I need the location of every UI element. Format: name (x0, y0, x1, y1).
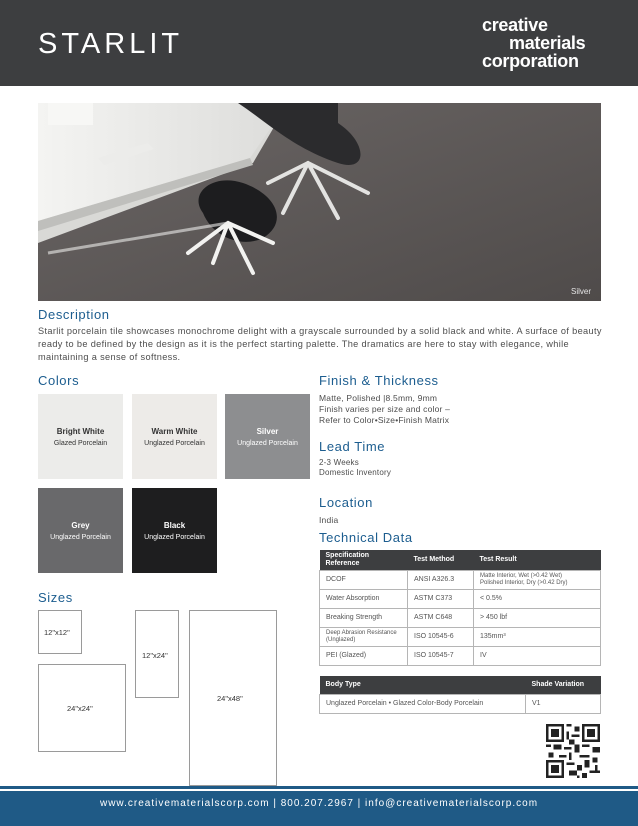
color-swatch-black (132, 488, 217, 573)
description-text: Starlit porcelain tile showcases monochrome delight with a grayscale surrounded by a solid black and white. A surface of beauty ready to be defined by the design as it is the perfect starting palette. The dramatics are here to stay with elegance, while maintaining a sense of softness. (38, 326, 602, 362)
lead-time-line: 2-3 Weeks (319, 458, 359, 467)
color-swatch-silver (225, 394, 310, 479)
size-24x24 (38, 664, 126, 752)
table-header-row (320, 676, 601, 694)
shade-cell: V1 (526, 694, 601, 713)
table-row (320, 647, 601, 666)
spec-cell: DCOF (320, 571, 408, 590)
result-cell: IV (474, 647, 601, 666)
spec-cell: Water Absorption (320, 590, 408, 609)
body-type-cell: Unglazed Porcelain • Glazed Color-Body Porcelain (320, 694, 526, 713)
hero-caption: Silver (570, 287, 591, 296)
table-row (320, 628, 601, 647)
lead-time-details (319, 458, 391, 478)
header-bar (0, 0, 638, 86)
column-header: Body Type (320, 676, 526, 694)
swatch-name: Bright White (56, 427, 105, 436)
swatch-name: Silver (256, 427, 279, 436)
logo-line: corporation (482, 51, 579, 71)
column-header: Shade Variation (526, 676, 601, 694)
size-label: 24"x48" (217, 694, 243, 703)
size-12x12 (38, 610, 82, 654)
body-type-table (319, 676, 601, 714)
spec-cell: Breaking Strength (320, 609, 408, 628)
office-scene-illustration (38, 103, 601, 301)
table-header-row (320, 550, 601, 571)
result-line: Polished Interior, Dry (>0.42 Dry) (480, 580, 568, 586)
lead-time-heading: Lead Time (319, 439, 386, 454)
qr-code-icon[interactable] (546, 724, 600, 778)
table-row (320, 694, 601, 713)
table-row (320, 571, 601, 590)
logo-line: materials (509, 33, 586, 53)
size-24x48 (189, 610, 277, 786)
method-cell: ISO 10545-7 (408, 647, 474, 666)
method-cell: ANSI A326.3 (408, 571, 474, 590)
spec-cell: Deep Abrasion Resistance (Unglazed) (320, 628, 408, 647)
method-cell: ASTM C648 (408, 609, 474, 628)
location-value: India (319, 515, 339, 525)
swatch-type: Unglazed Porcelain (50, 534, 111, 541)
color-swatch-warm-white (132, 394, 217, 479)
company-logo (482, 16, 585, 70)
swatch-type: Unglazed Porcelain (237, 440, 298, 447)
size-label: 12"x12" (44, 628, 70, 637)
spec-cell: PEI (Glazed) (320, 647, 408, 666)
hero-image (38, 103, 601, 301)
table-row (320, 609, 601, 628)
sizes-heading: Sizes (38, 590, 73, 605)
size-label: 12"x24" (142, 651, 168, 660)
result-cell (474, 571, 601, 590)
finish-details (319, 393, 450, 426)
swatch-type: Unglazed Porcelain (144, 440, 205, 447)
column-header: Test Method (408, 550, 474, 571)
column-header: Test Result (474, 550, 601, 571)
result-cell: 135mm³ (474, 628, 601, 647)
result-cell: < 0.5% (474, 590, 601, 609)
swatch-name: Warm White (151, 427, 198, 436)
finish-line: Finish varies per size and color – (319, 404, 451, 414)
size-label: 24"x24" (67, 704, 93, 713)
description-heading: Description (38, 307, 110, 322)
finish-line: Matte, Polished |8.5mm, 9mm (319, 393, 438, 403)
location-heading: Location (319, 495, 373, 510)
table-row (320, 590, 601, 609)
lead-time-line: Domestic Inventory (319, 468, 392, 477)
technical-data-table (319, 550, 601, 666)
footer-contact[interactable]: www.creativematerialscorp.com | 800.207.2967 | info@creativematerialscorp.com (0, 791, 638, 826)
colors-heading: Colors (38, 373, 80, 388)
swatch-type: Unglazed Porcelain (144, 534, 205, 541)
logo-line: creative (482, 15, 548, 35)
product-title: STARLIT (38, 28, 184, 60)
size-12x24 (135, 610, 179, 698)
color-swatch-bright-white (38, 394, 123, 479)
technical-heading: Technical Data (319, 530, 413, 545)
finish-heading: Finish & Thickness (319, 373, 439, 388)
column-header: Specification Reference (320, 550, 408, 571)
finish-line: Refer to Color•Size•Finish Matrix (319, 415, 450, 425)
result-line: Matte Interior, Wet (>0.42 Wet) (480, 573, 562, 579)
swatch-name: Grey (71, 521, 90, 530)
method-cell: ISO 10545-6 (408, 628, 474, 647)
swatch-name: Black (163, 521, 186, 530)
result-cell: > 450 lbf (474, 609, 601, 628)
method-cell: ASTM C373 (408, 590, 474, 609)
footer-rule (0, 786, 638, 789)
color-swatch-grey (38, 488, 123, 573)
swatch-type: Glazed Porcelain (53, 440, 108, 447)
